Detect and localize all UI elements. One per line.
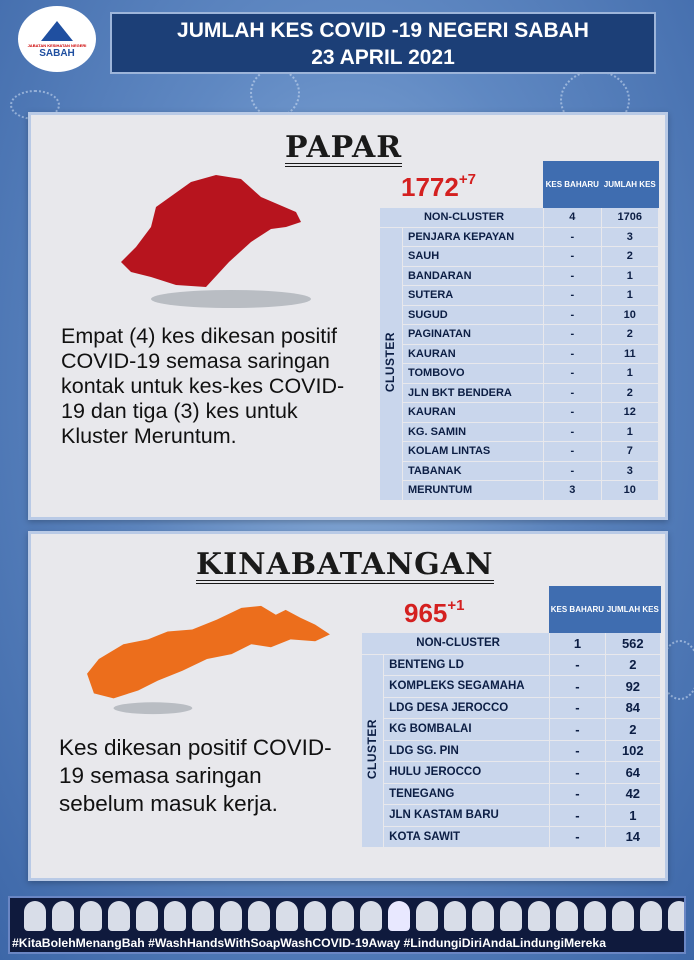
kes-baharu-value: - <box>550 762 605 784</box>
kes-baharu-value: - <box>544 344 601 364</box>
table-header-row <box>380 162 659 208</box>
cluster-name: MERUNTUM <box>402 481 543 501</box>
jumlah-kes-value: 10 <box>601 481 658 501</box>
jumlah-kes-value: 2 <box>601 383 658 403</box>
total-cases: 1772 <box>401 172 459 202</box>
total-cases: 965 <box>404 598 448 628</box>
table-row <box>380 344 659 364</box>
kes-baharu-value: - <box>544 266 601 286</box>
table-row <box>380 227 659 247</box>
cluster-name: JLN BKT BENDERA <box>402 383 543 403</box>
frontliner-figure-icon <box>248 901 270 931</box>
papar-panel <box>28 112 668 520</box>
district-description: Kes dikesan positif COVID-19 semasa saringan sebelum masuk kerja. <box>59 735 332 816</box>
cluster-label: CLUSTER <box>365 719 379 780</box>
cluster-name: KOLAM LINTAS <box>402 442 543 462</box>
col-header-kes-baharu: KES BAHARU <box>544 162 601 208</box>
jumlah-kes-value: 92 <box>605 676 660 698</box>
jumlah-kes-value: 3 <box>601 461 658 481</box>
kes-baharu-value: - <box>550 654 605 676</box>
frontliner-figure-icon <box>388 901 410 931</box>
jumlah-kes-value: 2 <box>601 247 658 267</box>
papar-case-table <box>379 161 659 501</box>
table-row <box>362 762 661 784</box>
header-date: 23 APRIL 2021 <box>311 46 455 69</box>
kes-baharu-value: - <box>544 403 601 423</box>
table-row <box>380 247 659 267</box>
kes-baharu-value: - <box>550 826 605 848</box>
cluster-name: KG BOMBALAI <box>384 719 550 741</box>
district-title: PAPAR <box>285 130 403 165</box>
cluster-name: KAURAN <box>402 344 543 364</box>
kes-baharu-value: 1 <box>550 633 605 655</box>
frontliner-figure-icon <box>220 901 242 931</box>
new-cases: +1 <box>447 597 465 614</box>
kes-baharu-value: - <box>544 364 601 384</box>
table-row <box>362 697 661 719</box>
table-row <box>362 676 661 698</box>
cluster-label-cell <box>380 227 403 500</box>
table-row <box>380 208 659 228</box>
table-row <box>380 442 659 462</box>
cluster-name: KOMPLEKS SEGAMAHA <box>384 676 550 698</box>
kes-baharu-value: - <box>544 247 601 267</box>
cluster-name: LDG SG. PIN <box>384 740 550 762</box>
kes-baharu-value: - <box>550 719 605 741</box>
page-header <box>110 12 656 74</box>
table-row <box>362 719 661 741</box>
jumlah-kes-value: 64 <box>605 762 660 784</box>
cluster-name: SAUH <box>402 247 543 267</box>
district-title: KINABATANGAN <box>196 547 494 582</box>
kes-baharu-value: - <box>550 676 605 698</box>
jkn-sabah-logo <box>18 6 96 72</box>
frontliner-figure-icon <box>192 901 214 931</box>
kinabatangan-map-shape <box>87 606 330 698</box>
frontliner-figure-icon <box>668 901 686 931</box>
kes-baharu-value: - <box>550 805 605 827</box>
frontliner-figure-icon <box>164 901 186 931</box>
jumlah-kes-value: 11 <box>601 344 658 364</box>
table-row <box>380 422 659 442</box>
table-row <box>380 461 659 481</box>
jumlah-kes-value: 1 <box>601 422 658 442</box>
table-row <box>362 805 661 827</box>
jumlah-kes-value: 1706 <box>601 208 658 228</box>
frontliner-figure-icon <box>276 901 298 931</box>
frontliner-figure-icon <box>416 901 438 931</box>
frontliner-figure-icon <box>108 901 130 931</box>
col-header-jumlah-kes: JUMLAH KES <box>605 587 660 633</box>
table-row <box>380 325 659 345</box>
frontliner-figure-icon <box>360 901 382 931</box>
frontliner-figure-icon <box>612 901 634 931</box>
cluster-label: CLUSTER <box>383 331 397 393</box>
frontliner-figure-icon <box>556 901 578 931</box>
jumlah-kes-value: 1 <box>601 364 658 384</box>
table-row <box>380 403 659 423</box>
table-row <box>380 383 659 403</box>
header-spacer <box>362 587 550 633</box>
header-spacer <box>380 162 544 208</box>
table-header-row <box>362 587 661 633</box>
cluster-label-cell <box>362 654 384 848</box>
cluster-name: SUGUD <box>402 305 543 325</box>
cluster-name: TABANAK <box>402 461 543 481</box>
jumlah-kes-value: 10 <box>601 305 658 325</box>
kes-baharu-value: - <box>544 383 601 403</box>
frontliner-figure-icon <box>472 901 494 931</box>
non-cluster-label: NON-CLUSTER <box>380 208 544 228</box>
kes-baharu-value: - <box>544 461 601 481</box>
jumlah-kes-value: 2 <box>605 719 660 741</box>
kinabatangan-map <box>76 600 338 718</box>
jumlah-kes-value: 3 <box>601 227 658 247</box>
mountain-icon <box>41 21 73 41</box>
footer-hashtags: #KitaBolehMenangBah #WashHandsWithSoapWashCOVID-19Away #LindungiDiriAndaLindungiMereka <box>12 936 606 950</box>
jumlah-kes-value: 562 <box>605 633 660 655</box>
kes-baharu-value: - <box>544 227 601 247</box>
footer-banner <box>8 896 686 954</box>
frontliner-figure-icon <box>52 901 74 931</box>
cluster-name: PAGINATAN <box>402 325 543 345</box>
kes-baharu-value: - <box>544 422 601 442</box>
jumlah-kes-value: 1 <box>601 286 658 306</box>
kes-baharu-value: 3 <box>544 481 601 501</box>
kes-baharu-value: - <box>550 783 605 805</box>
jumlah-kes-value: 12 <box>601 403 658 423</box>
kes-baharu-value: - <box>544 305 601 325</box>
frontliner-figure-icon <box>332 901 354 931</box>
table-row <box>362 783 661 805</box>
table-row <box>380 481 659 501</box>
kes-baharu-value: - <box>550 740 605 762</box>
kes-baharu-value: - <box>544 325 601 345</box>
cluster-name: JLN KASTAM BARU <box>384 805 550 827</box>
frontliner-figure-icon <box>304 901 326 931</box>
col-header-kes-baharu: KES BAHARU <box>550 587 605 633</box>
table-row <box>362 826 661 848</box>
cluster-name: KAURAN <box>402 403 543 423</box>
cluster-name: TOMBOVO <box>402 364 543 384</box>
table-row <box>362 740 661 762</box>
kes-baharu-value: - <box>544 286 601 306</box>
cluster-name: TENEGANG <box>384 783 550 805</box>
table-row <box>362 654 661 676</box>
frontliner-figure-icon <box>24 901 46 931</box>
jumlah-kes-value: 2 <box>601 325 658 345</box>
kinabatangan-case-table <box>361 586 661 848</box>
cluster-name: KOTA SAWIT <box>384 826 550 848</box>
table-row <box>380 305 659 325</box>
jumlah-kes-value: 7 <box>601 442 658 462</box>
logo-tagline: JABATAN KESIHATAN NEGERI <box>27 43 87 48</box>
cluster-name: BANDARAN <box>402 266 543 286</box>
cluster-name: BENTENG LD <box>384 654 550 676</box>
district-description: Empat (4) kes dikesan positif COVID-19 semasa saringan kontak untuk kes-kes COVID-19 dan tiga (3) kes untuk Kluster Meruntum. <box>61 324 345 448</box>
jumlah-kes-value: 84 <box>605 697 660 719</box>
papar-map-shape <box>121 175 301 287</box>
frontliner-figure-icon <box>500 901 522 931</box>
frontliner-figure-icon <box>444 901 466 931</box>
frontliner-figure-icon <box>640 901 662 931</box>
kes-baharu-value: - <box>544 442 601 462</box>
jumlah-kes-value: 1 <box>605 805 660 827</box>
jumlah-kes-value: 102 <box>605 740 660 762</box>
kes-baharu-value: - <box>550 697 605 719</box>
jumlah-kes-value: 2 <box>605 654 660 676</box>
frontliner-figure-icon <box>584 901 606 931</box>
frontliner-figure-icon <box>136 901 158 931</box>
cluster-name: KG. SAMIN <box>402 422 543 442</box>
table-row <box>362 633 661 655</box>
non-cluster-label: NON-CLUSTER <box>362 633 550 655</box>
frontliner-icons <box>24 901 686 931</box>
virus-decoration <box>250 68 300 118</box>
col-header-jumlah-kes: JUMLAH KES <box>601 162 658 208</box>
jumlah-kes-value: 14 <box>605 826 660 848</box>
table-row <box>380 266 659 286</box>
frontliner-figure-icon <box>80 901 102 931</box>
new-cases: +7 <box>458 171 476 188</box>
cluster-name: PENJARA KEPAYAN <box>402 227 543 247</box>
papar-map <box>106 167 316 317</box>
header-title: JUMLAH KES COVID -19 NEGERI SABAH <box>177 19 589 42</box>
table-row <box>380 286 659 306</box>
jumlah-kes-value: 42 <box>605 783 660 805</box>
cluster-name: LDG DESA JEROCCO <box>384 697 550 719</box>
table-row <box>380 364 659 384</box>
cluster-name: HULU JEROCCO <box>384 762 550 784</box>
jumlah-kes-value: 1 <box>601 266 658 286</box>
logo-name: SABAH <box>39 48 75 59</box>
frontliner-figure-icon <box>528 901 550 931</box>
kes-baharu-value: 4 <box>544 208 601 228</box>
kinabatangan-panel <box>28 531 668 881</box>
cluster-name: SUTERA <box>402 286 543 306</box>
